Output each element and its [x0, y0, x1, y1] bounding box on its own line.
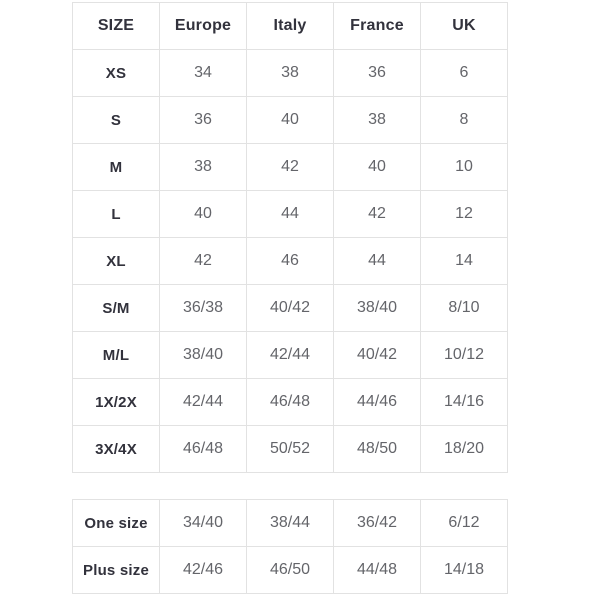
header-size: SIZE	[73, 3, 160, 50]
europe-value: 34	[160, 50, 247, 97]
france-value: 40	[334, 144, 421, 191]
italy-value: 40/42	[247, 285, 334, 332]
uk-value: 6/12	[421, 500, 508, 547]
italy-value: 38	[247, 50, 334, 97]
france-value: 44/48	[334, 547, 421, 594]
header-uk: UK	[421, 3, 508, 50]
europe-value: 38/40	[160, 332, 247, 379]
italy-value: 46/48	[247, 379, 334, 426]
table-row	[73, 144, 508, 191]
italy-value: 50/52	[247, 426, 334, 473]
table-row	[73, 191, 508, 238]
special-size-table	[72, 499, 508, 594]
europe-value: 42	[160, 238, 247, 285]
france-value: 44	[334, 238, 421, 285]
europe-value: 42/44	[160, 379, 247, 426]
europe-value: 46/48	[160, 426, 247, 473]
uk-value: 14/16	[421, 379, 508, 426]
table-row	[73, 50, 508, 97]
france-value: 40/42	[334, 332, 421, 379]
europe-value: 36	[160, 97, 247, 144]
table-row	[73, 97, 508, 144]
europe-value: 34/40	[160, 500, 247, 547]
size-label: 1X/2X	[73, 379, 160, 426]
size-label: One size	[73, 500, 160, 547]
table-row	[73, 547, 508, 594]
uk-value: 8/10	[421, 285, 508, 332]
uk-value: 18/20	[421, 426, 508, 473]
table-header-row	[73, 3, 508, 50]
table-gap-spacer	[72, 473, 507, 499]
italy-value: 42	[247, 144, 334, 191]
uk-value: 12	[421, 191, 508, 238]
table-row	[73, 500, 508, 547]
uk-value: 14/18	[421, 547, 508, 594]
france-value: 44/46	[334, 379, 421, 426]
table-row	[73, 379, 508, 426]
uk-value: 8	[421, 97, 508, 144]
france-value: 36/42	[334, 500, 421, 547]
italy-value: 38/44	[247, 500, 334, 547]
france-value: 42	[334, 191, 421, 238]
uk-value: 6	[421, 50, 508, 97]
header-europe: Europe	[160, 3, 247, 50]
italy-value: 44	[247, 191, 334, 238]
size-label: XL	[73, 238, 160, 285]
france-value: 38/40	[334, 285, 421, 332]
europe-value: 40	[160, 191, 247, 238]
size-label: 3X/4X	[73, 426, 160, 473]
uk-value: 10	[421, 144, 508, 191]
size-label: M/L	[73, 332, 160, 379]
france-value: 38	[334, 97, 421, 144]
italy-value: 46	[247, 238, 334, 285]
europe-value: 42/46	[160, 547, 247, 594]
france-value: 36	[334, 50, 421, 97]
italy-value: 46/50	[247, 547, 334, 594]
italy-value: 40	[247, 97, 334, 144]
size-conversion-table	[72, 2, 508, 473]
size-tables-container	[72, 2, 507, 594]
size-label: Plus size	[73, 547, 160, 594]
size-label: L	[73, 191, 160, 238]
size-label: XS	[73, 50, 160, 97]
header-france: France	[334, 3, 421, 50]
header-italy: Italy	[247, 3, 334, 50]
uk-value: 14	[421, 238, 508, 285]
uk-value: 10/12	[421, 332, 508, 379]
france-value: 48/50	[334, 426, 421, 473]
europe-value: 38	[160, 144, 247, 191]
europe-value: 36/38	[160, 285, 247, 332]
table-row	[73, 285, 508, 332]
size-label: S/M	[73, 285, 160, 332]
table-row	[73, 332, 508, 379]
size-label: M	[73, 144, 160, 191]
table-row	[73, 426, 508, 473]
italy-value: 42/44	[247, 332, 334, 379]
size-label: S	[73, 97, 160, 144]
table-row	[73, 238, 508, 285]
